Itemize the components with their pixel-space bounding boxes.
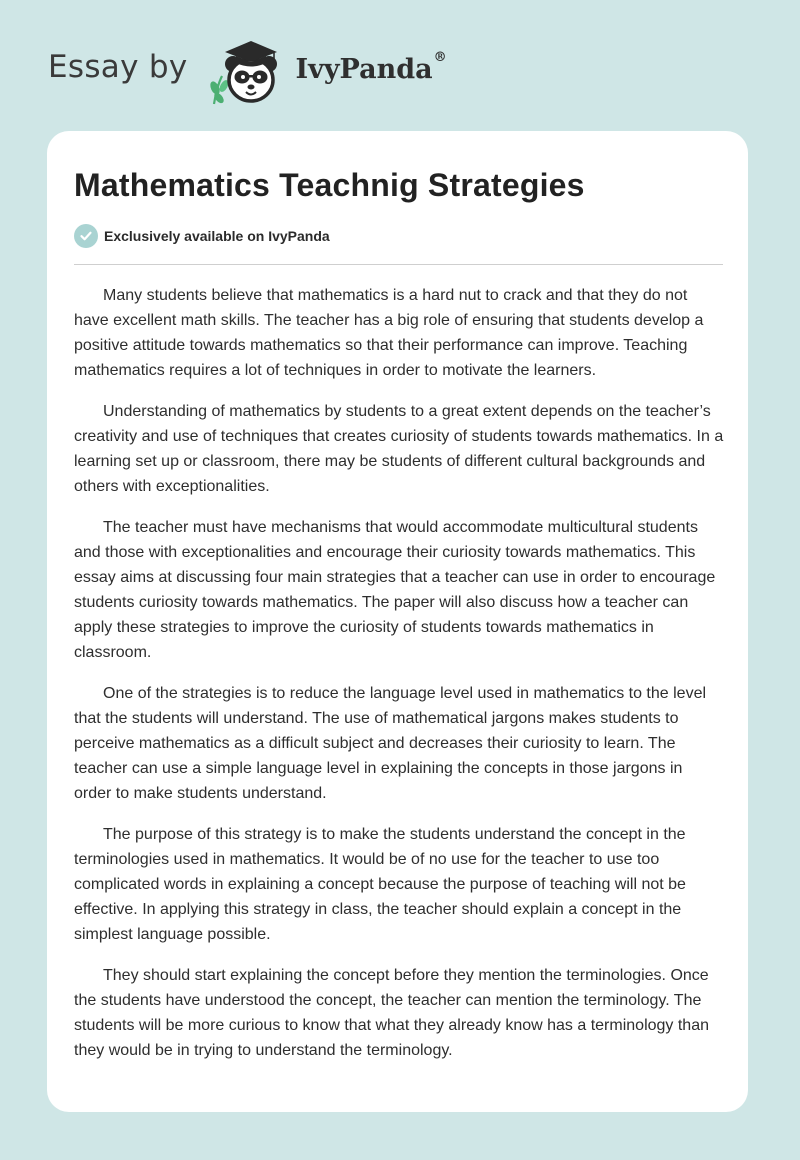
essay-title: Mathematics Teachnig Strategies <box>74 167 585 203</box>
paragraph: The purpose of this strategy is to make the students understand the concept in the terminologies used in mathematics. It would be of no use for the teacher to use too complicated words in explaining a concept because the purpose of teaching will not be effective. In applying this strategy in class, the teacher should explain a concept in the simplest language possible. <box>74 826 686 943</box>
exclusive-label: Exclusively available on IvyPanda <box>104 228 330 244</box>
essay-card <box>47 131 748 1112</box>
divider <box>74 264 723 265</box>
check-icon <box>74 224 98 248</box>
registered-mark: ® <box>433 49 447 65</box>
paragraph: They should start explaining the concept before they mention the terminologies. Once the students have understood the concept, the teacher can mention the terminology. The students will be more curious to know that what they already know has a terminology than they would be in trying to understand the terminology. <box>74 967 709 1059</box>
brand-header <box>48 30 447 110</box>
paragraph: Understanding of mathematics by students to a great extent depends on the teacher’s creativity and use of techniques that creates curiosity of students towards mathematics. In a learning set up or classroom, there may be students of different cultural backgrounds and others with exceptionalities. <box>74 403 724 495</box>
paragraph: One of the strategies is to reduce the language level used in mathematics to the level that the students will understand. The use of mathematical jargons makes students to perceive mathematics as a difficult subject and decreases their curiosity to learn. The teacher can use a simple language level in explaining the concepts in those jargons in order to make students understand. <box>74 685 707 802</box>
brand-prefix: Essay by <box>48 49 188 85</box>
panda-graduate-logo-icon <box>206 30 290 110</box>
essay-body <box>74 283 722 1063</box>
brand-name-text: IvyPanda <box>295 53 433 85</box>
paragraph: The teacher must have mechanisms that would accommodate multicultural students and those with exceptionalities and encourage their curiosity towards mathematics. This essay aims at discussing four main strategies that a teacher can use in order to encourage students curiosity towards mathematics. The paper will also discuss how a teacher can apply these strategies to improve the curiosity of students towards mathematics in classroom. <box>74 519 716 661</box>
exclusive-notice <box>74 223 722 249</box>
paragraph: Many students believe that mathematics is a hard nut to crack and that they do not have excellent math skills. The teacher has a big role of ensuring that students develop a positive attitude towards mathematics so that their performance can improve. Teaching mathematics requires a lot of techniques in order to motivate the learners. <box>74 287 704 379</box>
brand-name <box>295 49 447 85</box>
